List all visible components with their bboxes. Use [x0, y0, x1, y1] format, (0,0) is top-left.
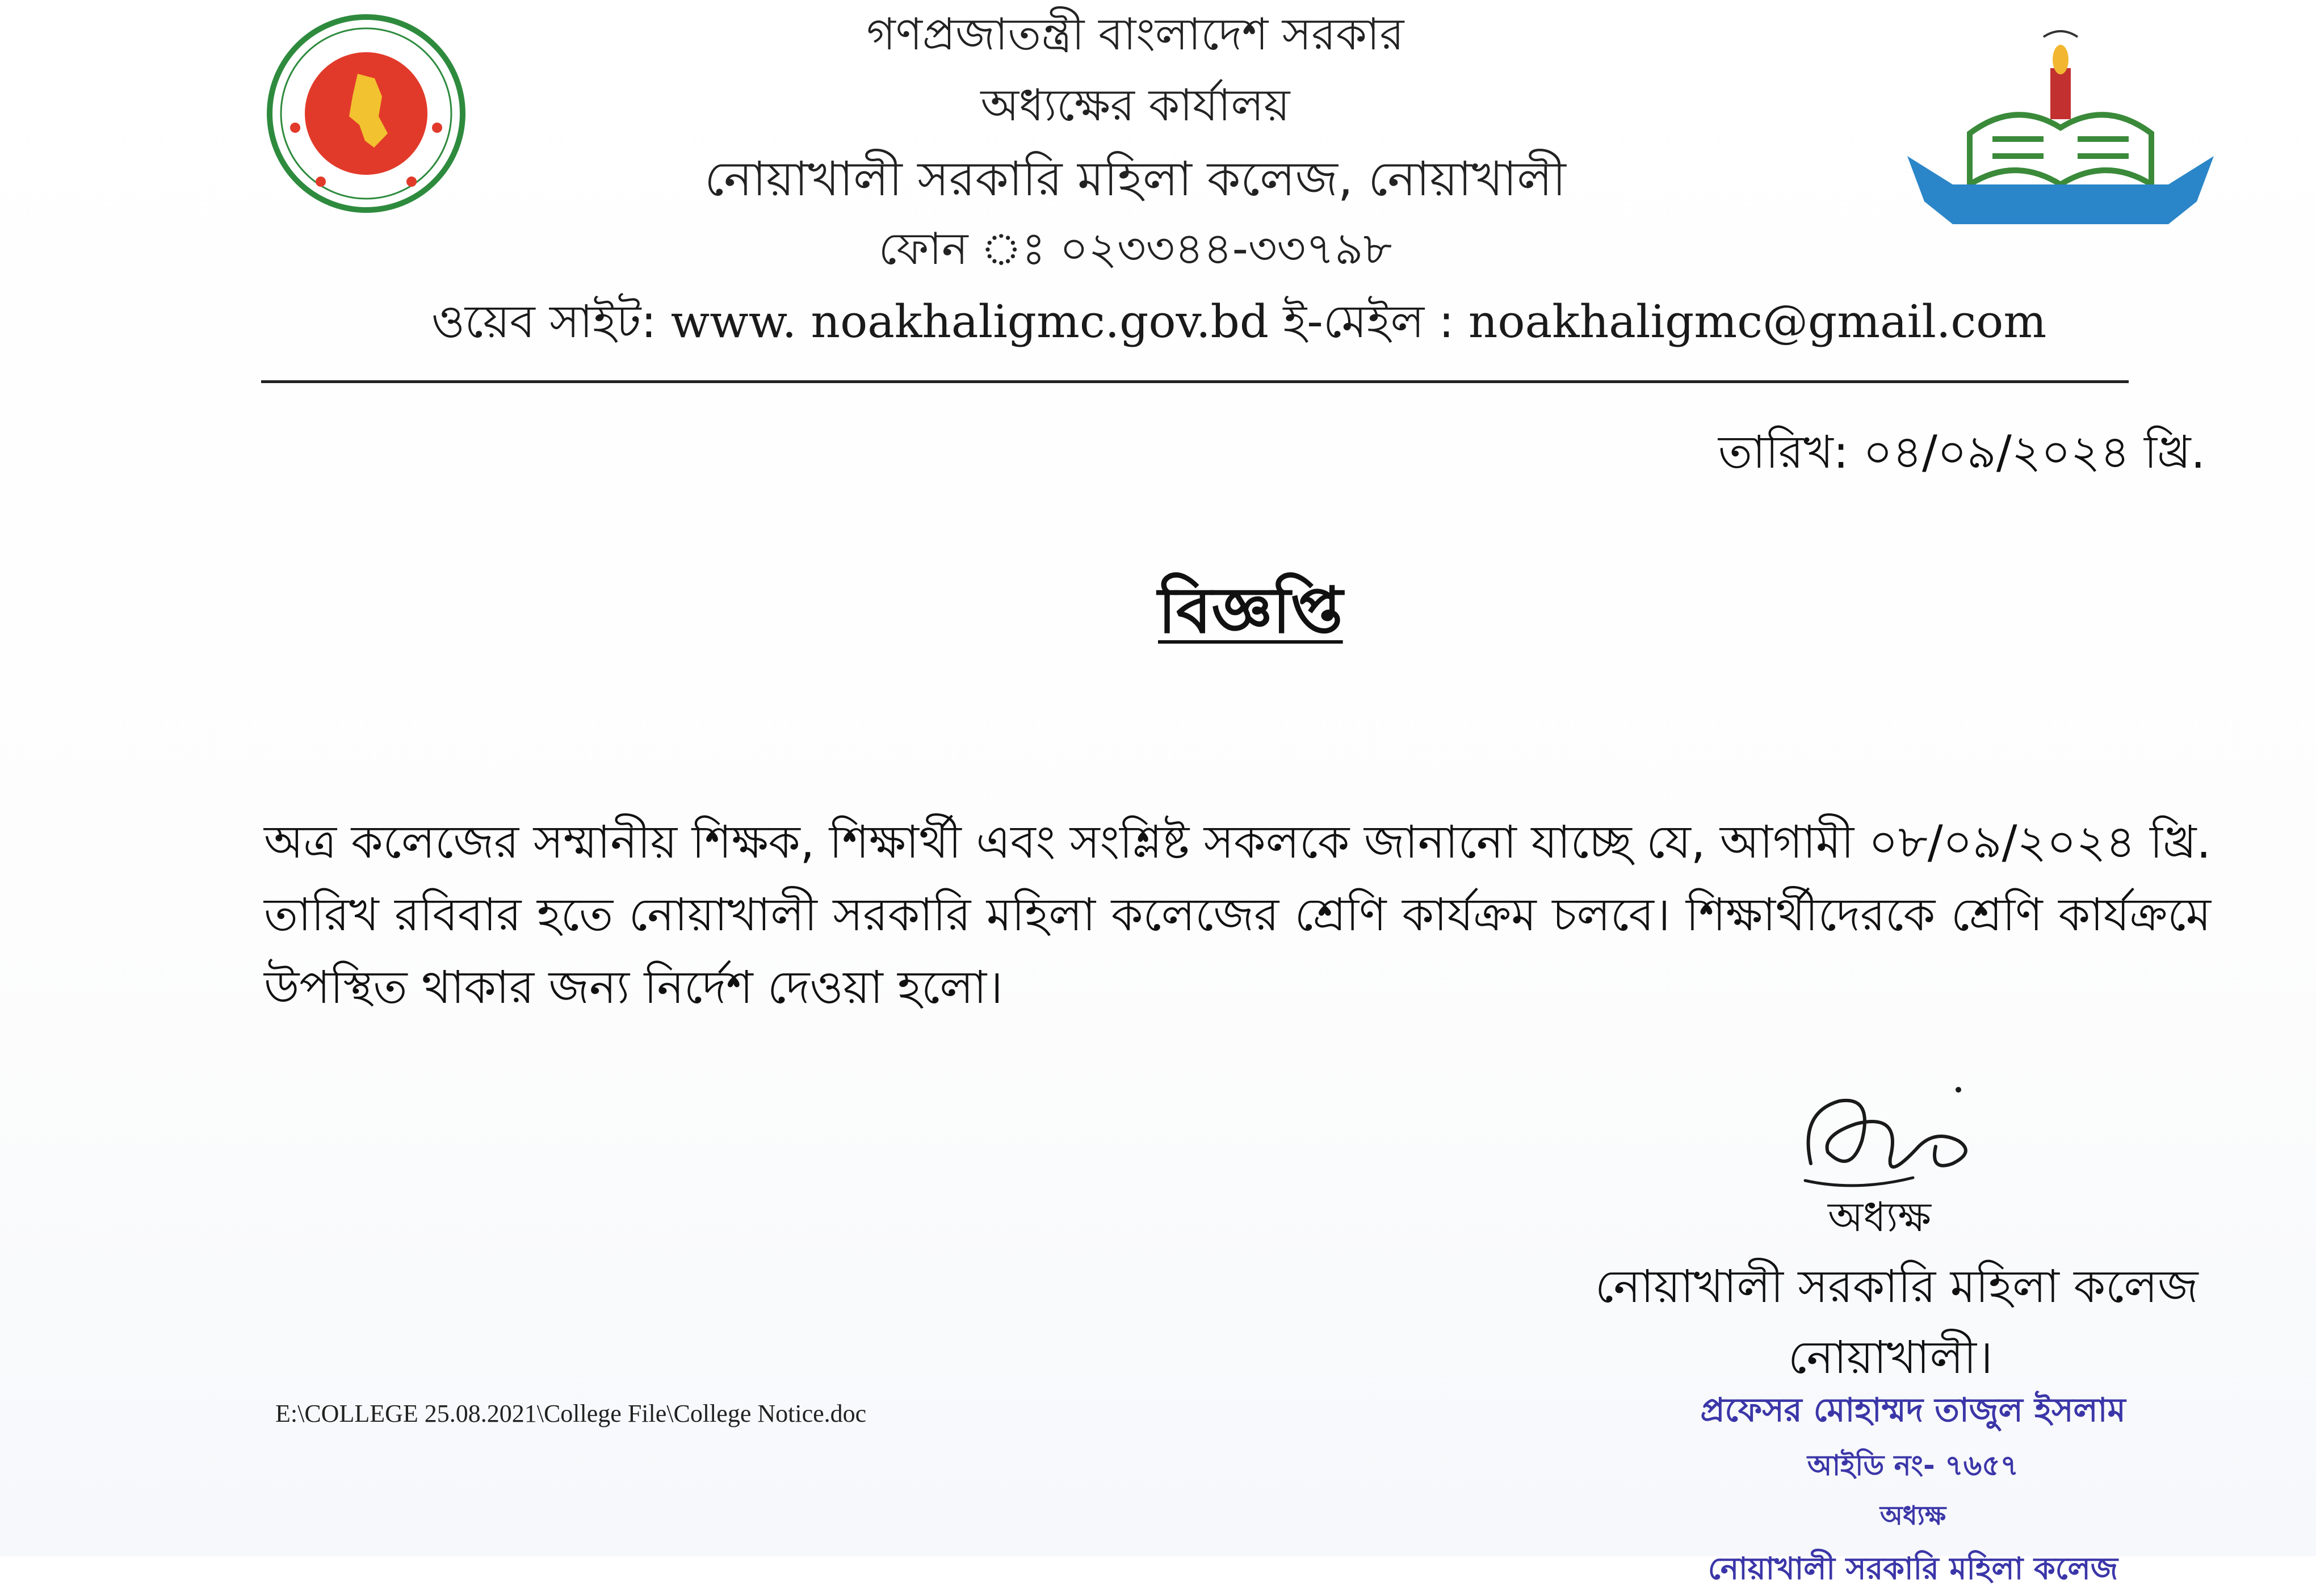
stamp-name: প্রফেসর মোহাম্মদ তাজুল ইসলাম	[1700, 1391, 2126, 1429]
principal-stamp	[1640, 1385, 2185, 1596]
stamp-org: নোয়াখালী সরকারি মহিলা কলেজ	[1707, 1551, 2118, 1586]
email-link[interactable]: noakhaligmc@gmail.com	[1468, 295, 2047, 348]
notice-body: অত্র কলেজের সম্মানীয় শিক্ষক, শিক্ষার্থী এবং সংশ্লিষ্ট সকলকে জানানো যাচ্ছে যে, আগামী ০৮/০৯/২০২৪ খ্রি. তারিখ রবিবার হতে নোয়াখালী সরকারি মহিলা কলেজের শ্রেণি কার্যক্রম চলবে। শিক্ষার্থীদেরকে শ্রেণি কার্যক্রমে উপস্থিত থাকার জন্য নির্দেশ দেওয়া হলো।	[264, 816, 2211, 1014]
signatory-city: নোয়াখালী।	[1788, 1331, 1993, 1384]
website-link[interactable]: www. noakhaligmc.gov.bd	[670, 295, 1269, 348]
email-label: ই-মেইল :	[1283, 295, 1454, 348]
file-path: E:\COLLEGE 25.08.2021\College File\College Notice.doc	[275, 1400, 867, 1427]
header-contact-line	[431, 287, 2078, 363]
college-emblem-logo	[1902, 14, 2220, 241]
header-divider	[261, 380, 2129, 383]
header-office-line: অধ্যক্ষের কার্যালয়	[980, 80, 1290, 131]
notice-title: বিজ্ঞপ্তি	[1158, 574, 1343, 648]
signatory-org: নোয়াখালী সরকারি মহিলা কলেজ	[1595, 1260, 2198, 1313]
stamp-role: অধ্যক্ষ	[1879, 1500, 1946, 1531]
website-label: ওয়েব সাইট:	[431, 295, 657, 348]
header-govt-line: গণপ্রজাতন্ত্রী বাংলাদেশ সরকার	[866, 9, 1404, 60]
header-college-line: নোয়াখালী সরকারি মহিলা কলেজ, নোয়াখালী	[704, 151, 1566, 207]
government-seal-logo	[253, 11, 480, 216]
header-phone-line: ফোন ঃ ০২৩৩৪৪-৩৩৭৯৮	[878, 224, 1392, 275]
signatory-role: অধ্যক্ষ	[1828, 1193, 1931, 1241]
notice-date: তারিখ: ০৪/০৯/২০২৪ খ্রি.	[1718, 426, 2205, 478]
stamp-id: আইডি নং- ৭৬৫৭	[1807, 1449, 2019, 1482]
